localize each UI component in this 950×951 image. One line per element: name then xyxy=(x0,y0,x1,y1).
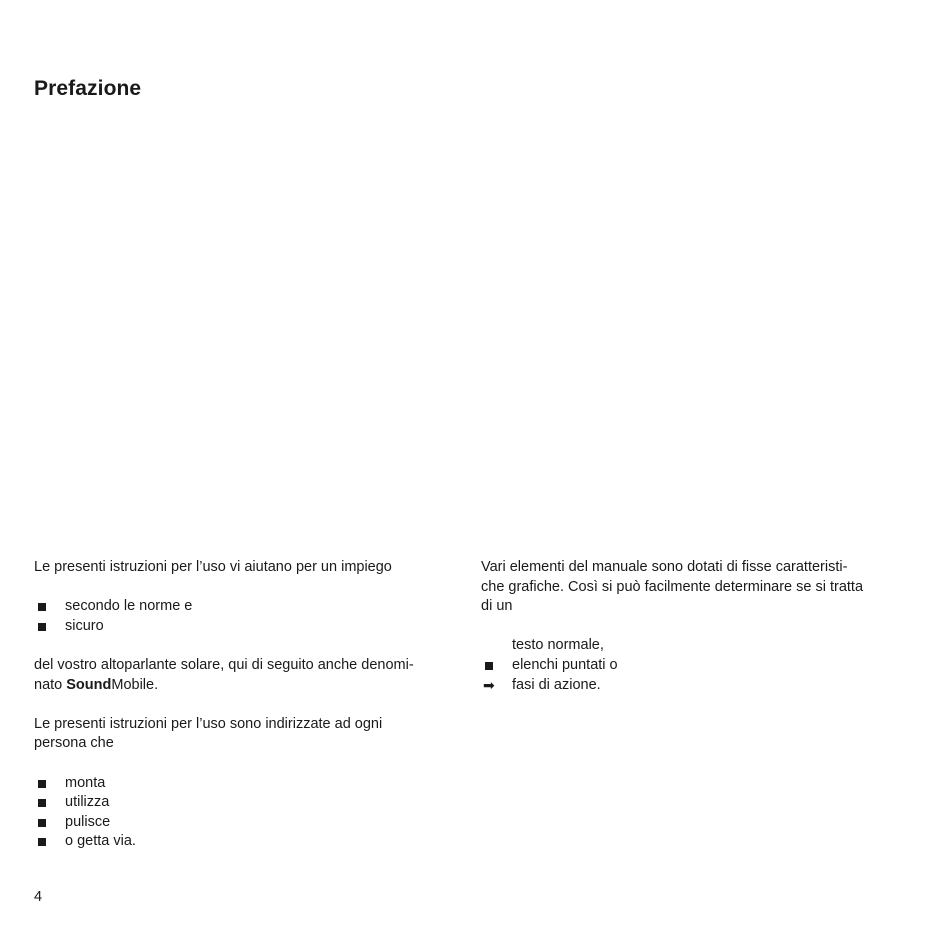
square-bullet-icon xyxy=(38,623,46,631)
right-column xyxy=(481,558,901,695)
square-bullet-icon xyxy=(38,603,46,611)
intro-text: Le presenti istruzioni per l’uso vi aiutano per un impiego xyxy=(34,559,392,575)
list-item: o getta via. xyxy=(34,832,454,852)
square-bullet-icon xyxy=(38,799,46,807)
audience-list xyxy=(34,774,454,852)
use-list xyxy=(34,597,454,636)
square-bullet-icon xyxy=(38,838,46,846)
elements-intro-text: Vari elementi del manuale sono dotati di fisse caratteristi- che grafiche. Così si può facilmente determinare se si tratta di un xyxy=(481,559,864,615)
page-number: 4 xyxy=(34,889,43,905)
list-item: utilizza xyxy=(34,793,454,813)
right-arrow-icon: ➡ xyxy=(483,676,495,693)
list-item: ➡ fasi di azione. xyxy=(481,676,901,696)
square-bullet-icon xyxy=(485,662,493,670)
list-item: pulisce xyxy=(34,813,454,833)
list-item: elenchi puntati o xyxy=(481,656,901,676)
brand-name-bold: Sound xyxy=(66,676,112,693)
list-item: secondo le norme e xyxy=(34,597,454,617)
list-item: sicuro xyxy=(34,617,454,637)
list-item: testo normale, xyxy=(512,637,604,654)
device-text: del vostro altoparlante solare, qui di seguito anche denomi- nato SoundMobile. xyxy=(34,656,414,693)
page-title: Prefazione xyxy=(34,77,142,100)
square-bullet-icon xyxy=(38,819,46,827)
element-types-list xyxy=(481,636,901,695)
audience-text: Le presenti istruzioni per l’uso sono indirizzate ad ogni persona che xyxy=(34,715,383,752)
left-column xyxy=(34,558,454,852)
list-item: monta xyxy=(34,774,454,794)
square-bullet-icon xyxy=(38,780,46,788)
